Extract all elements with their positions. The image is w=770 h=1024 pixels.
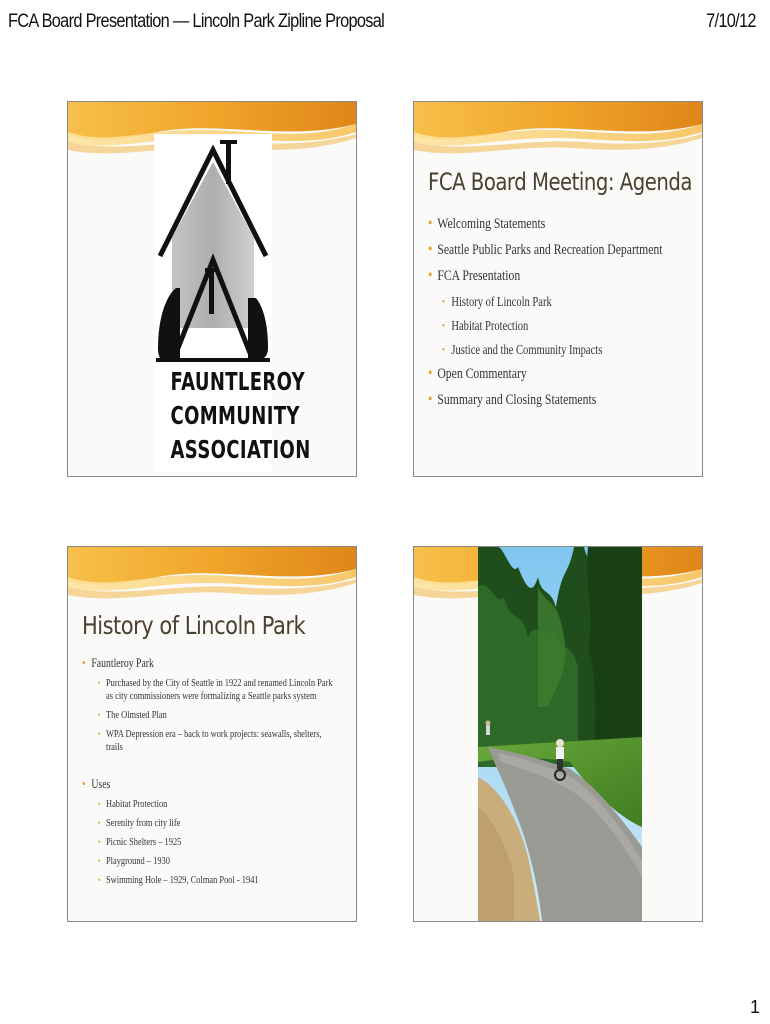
uses-item: • Playground – 1930 [82,855,295,868]
agenda-item: • Seattle Public Parks and Recreation Department [428,240,635,266]
logo-text-line: ASSOCIATION [170,435,311,464]
slide-header-swoosh [68,547,356,609]
uses-heading: • Uses [82,776,289,792]
uses-item: • Picnic Shelters – 1925 [82,836,295,849]
agenda-item: • Summary and Closing Statements [428,390,635,416]
logo-text-line: FAUNTLEROY [170,367,306,396]
slide-header-swoosh [414,102,702,164]
history-item: • The Olmsted Plan [82,709,295,722]
agenda-subitem: • History of Lincoln Park [428,292,635,316]
slide-agenda [413,101,703,477]
fca-logo [154,134,311,472]
logo-text-line: COMMUNITY [170,401,300,430]
document-title: FCA Board Presentation — Lincoln Park Zipline Proposal [8,11,385,32]
agenda-item: • Welcoming Statements [428,214,635,240]
agenda-item: • FCA Presentation [428,266,635,292]
park-path-photo-icon [478,547,642,921]
document-date: 7/10/12 [706,11,756,32]
slide-title: FCA Board Meeting: Agenda [428,168,692,196]
page-header [8,6,756,38]
slide-history [67,546,357,922]
agenda-subitem: • Justice and the Community Impacts [428,340,635,364]
history-list [82,655,348,893]
page-number: 1 [749,997,760,1017]
slide-title: History of Lincoln Park [82,611,306,640]
agenda-subitem: • Habitat Protection [428,316,635,340]
history-item: • WPA Depression era – back to work projects: seawalls, shelters, trails [82,728,338,754]
uses-item: • Swimming Hole – 1929, Colman Pool - 1941 [82,874,295,887]
history-item: • Purchased by the City of Seattle in 1922 and renamed Lincoln Park as city commissioners were formalizing a Seattle parks system [82,677,338,703]
agenda-item: • Open Commentary [428,364,635,390]
uses-item: • Habitat Protection [82,798,295,811]
history-heading: • Fauntleroy Park [82,655,289,671]
agenda-list [428,214,694,416]
uses-item: • Serenity from city life [82,817,295,830]
house-logo-icon [156,138,270,363]
list-spacer [82,760,348,776]
slide-logo [67,101,357,477]
slide-photo [413,546,703,922]
